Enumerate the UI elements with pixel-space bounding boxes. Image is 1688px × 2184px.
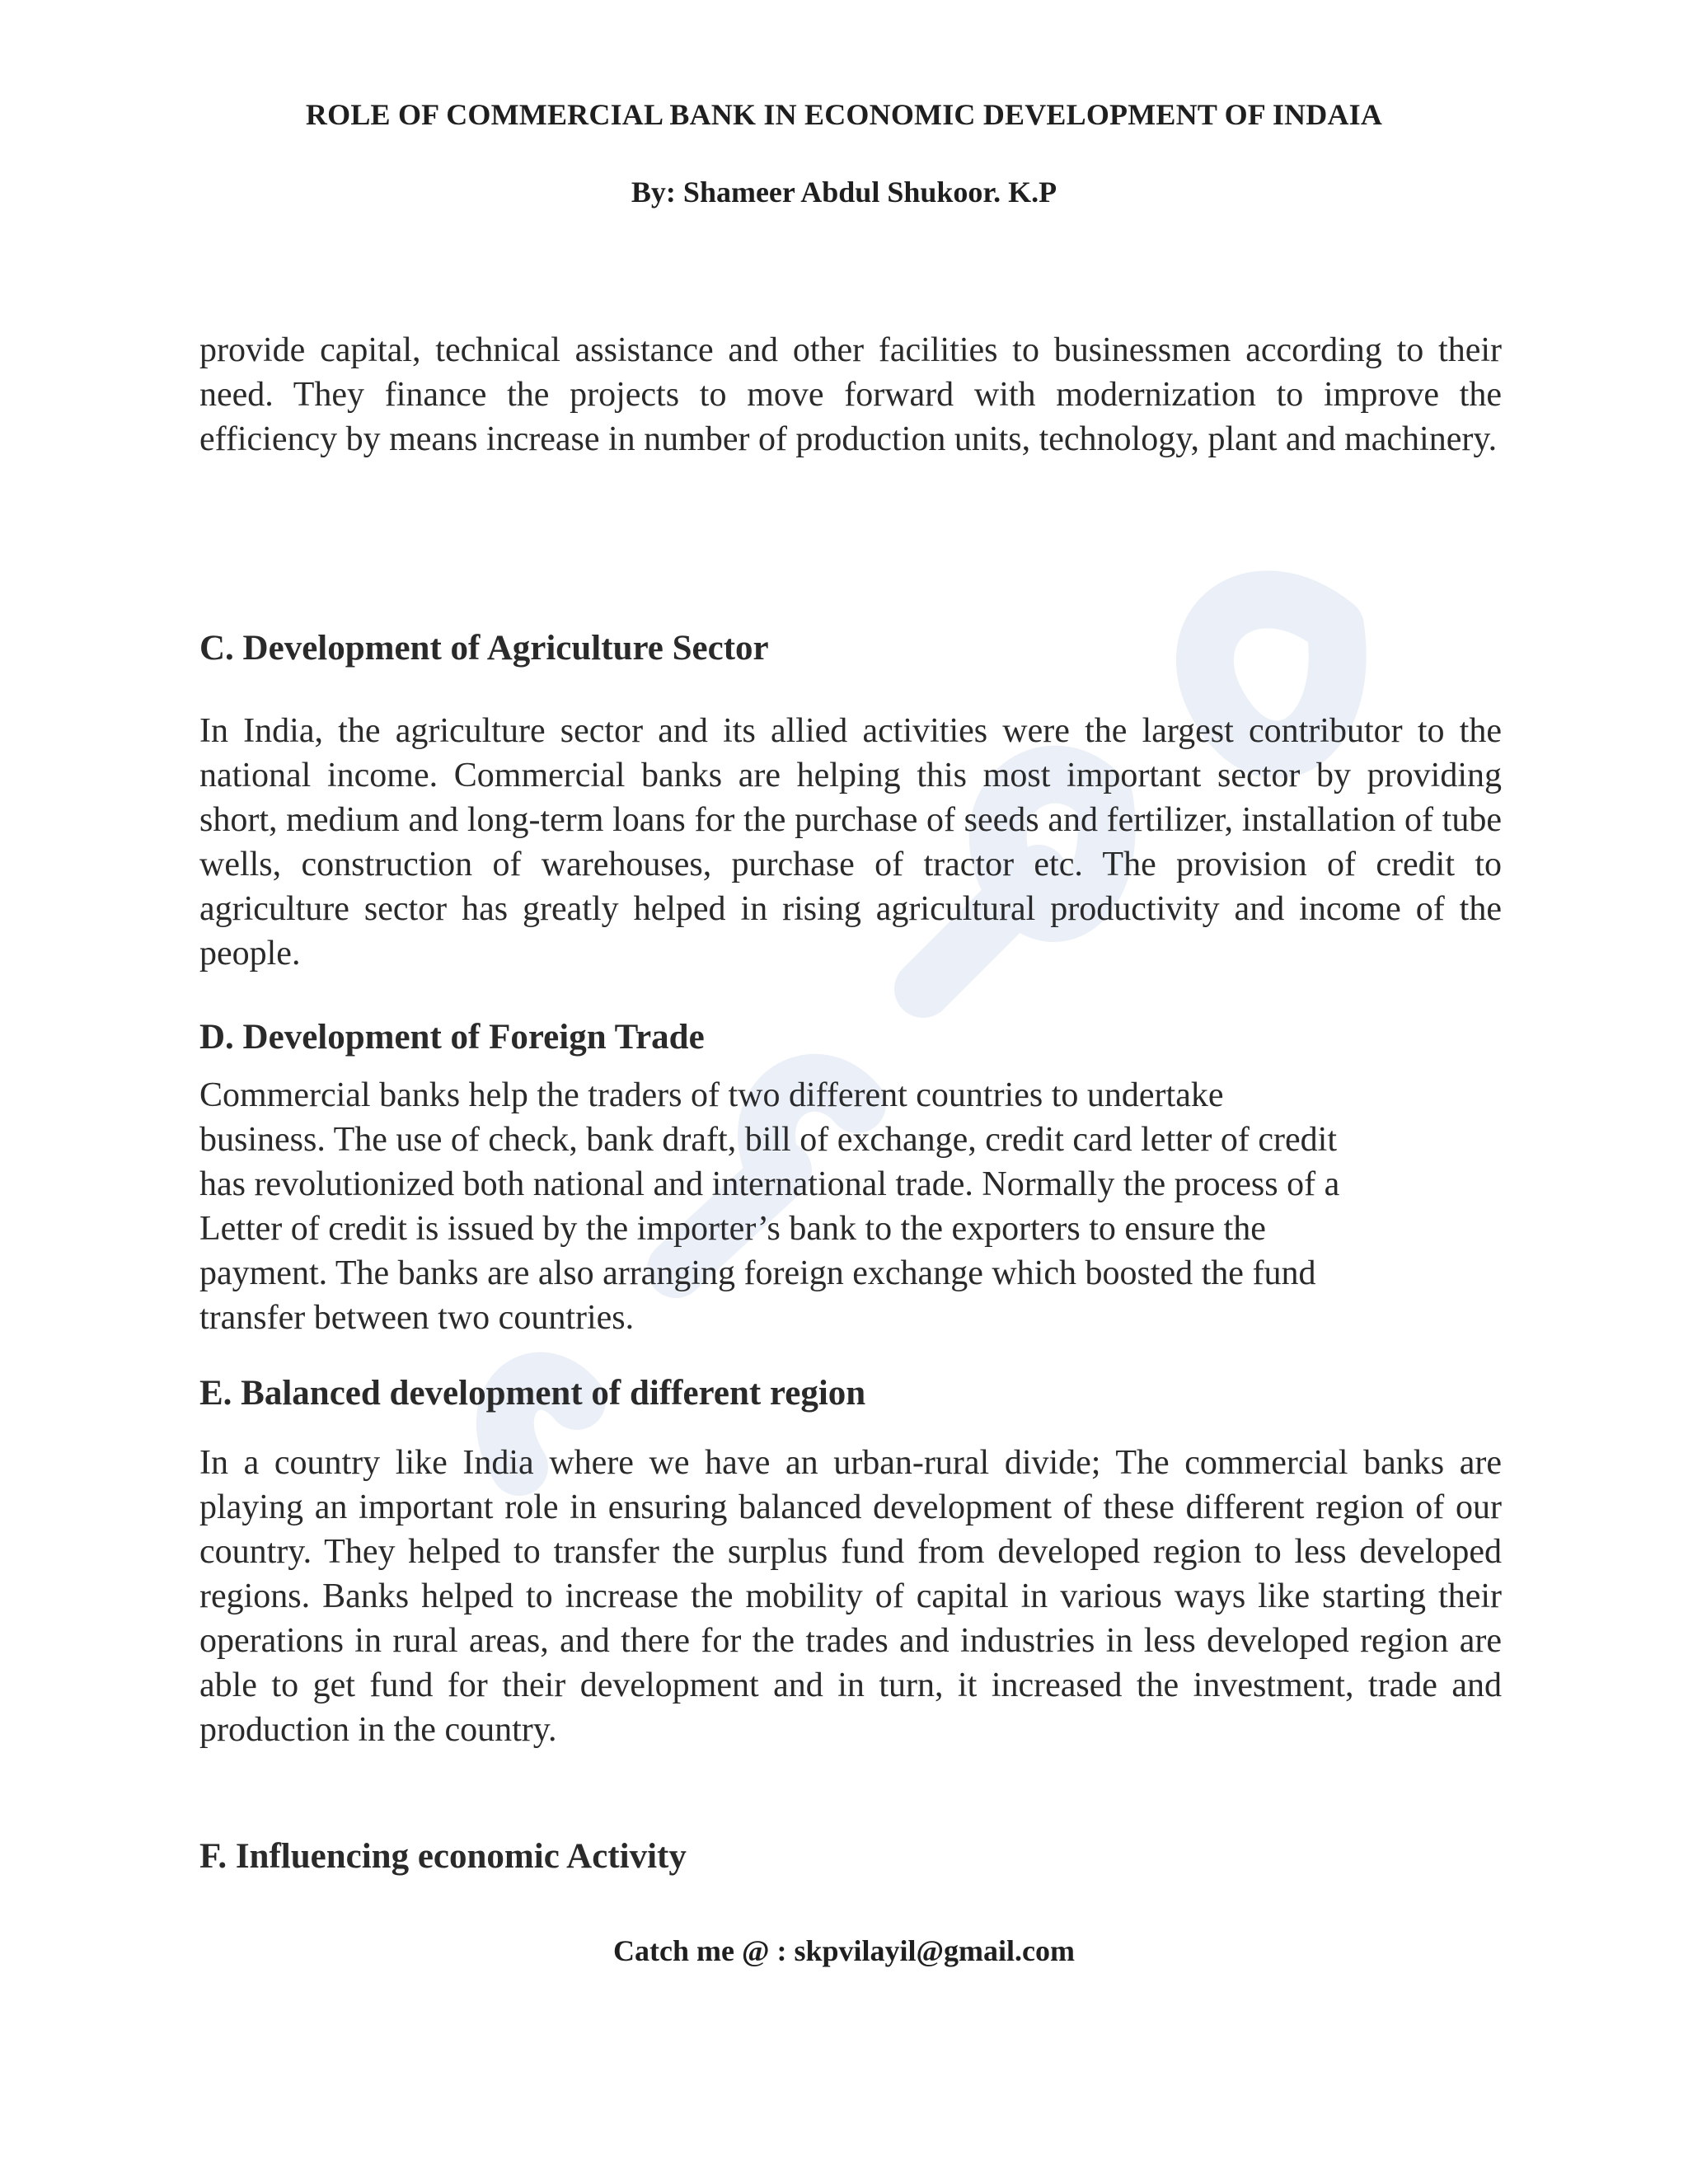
document-author: By: Shameer Abdul Shukoor. K.P	[631, 176, 1057, 209]
section-heading-agriculture: C. Development of Agriculture Sector	[199, 629, 769, 668]
section-heading-foreign-trade: D. Development of Foreign Trade	[199, 1018, 705, 1057]
text-line: has revolutionized both national and international trade. Normally the process of a	[199, 1165, 1340, 1203]
text-line: transfer between two countries.	[199, 1299, 635, 1337]
document-title: ROLE OF COMMERCIAL BANK IN ECONOMIC DEVELOPMENT OF INDAIA	[305, 98, 1383, 131]
section-text-agriculture: In India, the agriculture sector and its allied activities were the largest contributor to the national income. Commercial banks are helping this most important sector by providing short, medium and long-term loans for the purchase of seeds and fertilizer, installation of tube wells, construction of warehouses, purchase of tractor etc. The provision of credit to agriculture sector has greatly helped in rising agricultural productivity and income of the people.	[199, 712, 1502, 972]
section-heading-balanced-development: E. Balanced development of different region	[199, 1374, 866, 1413]
text-line: payment. The banks are also arranging foreign exchange which boosted the fund	[199, 1254, 1316, 1292]
text-line: Commercial banks help the traders of two different countries to undertake	[199, 1076, 1224, 1114]
section-text-foreign-trade	[199, 1073, 1502, 1340]
text-line: Letter of credit is issued by the importer’s bank to the exporters to ensure the	[199, 1210, 1266, 1248]
section-heading-economic-activity: F. Influencing economic Activity	[199, 1837, 687, 1876]
footer-contact: Catch me @ : skpvilayil@gmail.com	[613, 1934, 1075, 1967]
text-line: business. The use of check, bank draft, bill of exchange, credit card letter of credit	[199, 1121, 1338, 1159]
section-text-balanced-development: In a country like India where we have an urban-rural divide; The commercial banks are playing an important role in ensuring balanced development of these different region of our country. They helped to transfer the surplus fund from developed region to less developed regions. Banks helped to increase the mobility of capital in various ways like starting their operations in rural areas, and there for the trades and industries in less developed region are able to get fund for their development and in turn, it increased the investment, trade and production in the country.	[199, 1444, 1502, 1749]
intro-paragraph: provide capital, technical assistance and other facilities to businessmen according to their need. They finance the projects to move forward with modernization to improve the efficiency by means increase in number of production units, technology, plant and machinery.	[199, 331, 1502, 458]
